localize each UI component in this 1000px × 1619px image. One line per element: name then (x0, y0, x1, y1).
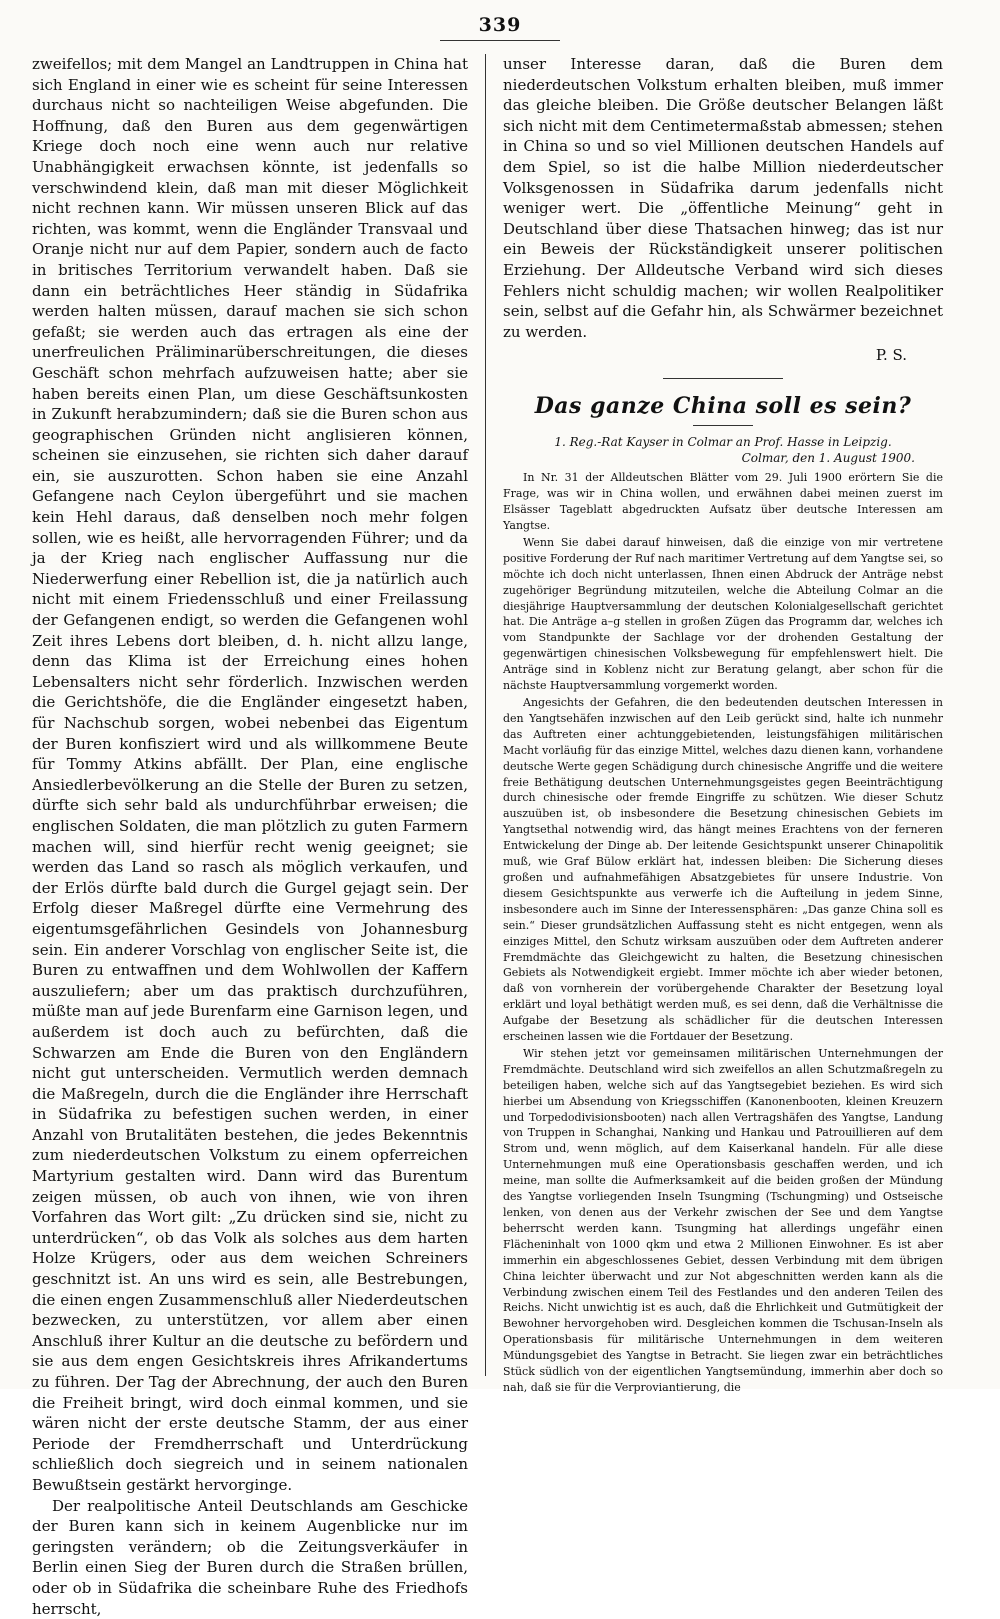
left-paragraph-1: zweifellos; mit dem Mangel an Landtruppen in China hat sich England in einer wie es scheint für seine Interessen durchaus nicht so nachteiligen Weise abgefunden. Die Hoffnung, daß den Buren aus dem gegenwärtigen Kriege doch noch eine wenn auch nur relative Unabhängigkeit erwachsen könnte, ist jedenfalls so verschwindend klein, daß man mit dieser Möglichkeit nicht rechnen kann. Wir müssen unseren Blick auf das richten, was kommt, wenn die Engländer Transvaal und Oranje nicht nur auf dem Papier, sondern auch de facto in britisches Territorium verwandelt haben. Daß sie dann ein beträchtliches Heer ständig in Südafrika werden halten müssen, darauf machen sie sich schon gefaßt; sie werden auch das ertragen als eine der unerfreulichen Präliminarüberschreitungen, die dieses Geschäft schon mehrfach aufzuweisen hatte; aber sie haben bereits einen Plan, um diese Geschäftsunkosten in Zukunft herabzumindern; daß sie die Buren schon aus geographischen Gründen nicht anglisieren können, scheinen sie einzusehen, sie richten sich daher darauf ein, sie auszurotten. Schon haben sie eine Anzahl Gefangene nach Ceylon übergeführt und sie machen kein Hehl daraus, daß denselben noch mehr folgen sollen, wie es heißt, alle hervorragenden Führer; und da ja der Krieg nach englischer Auffassung nur die Niederwerfung einer Rebellion ist, die ja natürlich auch nicht mit einem Friedensschluß und einer Freilassung der Gefangenen endigt, so werden die Gefangenen wohl Zeit ihres Lebens dort bleiben, d. h. nicht allzu lange, denn das Klima ist der Erreichung eines hohen Lebensalters nicht sehr förderlich. Inzwischen werden die Gerichtshöfe, die die Engländer eingesetzt haben, für Nachschub sorgen, wobei nebenbei das Eigentum der Buren konfisziert wird und als willkommene Beute für Tommy Atkins abfällt. Der Plan, eine englische Ansiedlerbevölkerung an die Stelle der Buren zu setzen, dürfte sich sehr bald als undurchführbar erweisen; die englischen Soldaten, die man plötzlich zu guten Farmern machen will, sind hierfür recht wenig geeignet; sie werden das Land so rasch als möglich verkaufen, und der Erlös dürfte bald durch die Gurgel gejagt sein. Der Erfolg dieser Maßregel dürfte eine Vermehrung des eigentumsgefährlichen Gesindels von Johannesburg sein. Ein anderer Vorschlag von englischer Seite ist, die Buren zu entwaffnen und dem Wohlwollen der Kaffern auszuliefern; aber um das praktisch durchzuführen, müßte man auf jede Burenfarm eine Garnison legen, und außerdem ist doch auch zu befürchten, daß die Schwarzen am Ende die Buren von den Engländern nicht gut unterscheiden. Vermutlich werden demnach die Maßregeln, durch die die Engländer ihre Herrschaft in Südafrika zu befestigen suchen werden, in einer Anzahl von Brutalitäten bestehen, die jedes Bekenntnis zum niederdeutschen Volkstum zu einem opferreichen Martyrium gestalten wird. Dann wird das Burentum zeigen müssen, ob auch von ihnen, wie von ihren Vorfahren das Wort gilt: „Zu drücken sind sie, nicht zu unterdrücken“, ob das Volk als solches aus dem harten Holze Krügers, oder aus dem weichen Schreiners geschnitzt ist. An uns wird es sein, alle Bestrebungen, die einen engen Zusammenschluß aller Niederdeutschen bezwecken, zu unterstützen, vor allem aber einen Anschluß ihrer Kultur an die deutsche zu befördern und sie aus dem engen Gesichtskreis ihres Afrikandertums zu führen. Der Tag der Abrechnung, der auch den Buren die Freiheit bringt, wird doch einmal kommen, und sie wären nicht der erste deutsche Stamm, der aus einer Periode der Fremdherrschaft und Unterdrückung schließlich doch siegreich und in seinem nationalen Bewußtsein gestärkt hervorginge. (32, 55, 468, 1494)
article-title: Das ganze China soll es sein? (534, 393, 912, 420)
left-column-text (32, 54, 468, 1619)
page-number: 339 (478, 14, 522, 36)
left-column (32, 54, 468, 1618)
right-continuation-paragraph: unser Interesse daran, daß die Buren dem niederdeutschen Volkstum erhalten bleiben, muß immer das gleiche bleiben. Die Größe deutscher Belangen läßt sich nicht mit dem Centimetermaßstab abmessen; stehen in China so und so viel Millionen deutschen Handels auf dem Spiel, so ist die halbe Million niederdeutscher Volksgenossen in Südafrika darum jedenfalls nicht weniger wert. Die „öffentliche Meinung“ geht in Deutschland über diese Thatsachen hinweg; das ist nur ein Beweis der Rückständigkeit unserer politischen Erziehung. Der Alldeutsche Verband wird sich dieses Fehlers nicht schuldig machen; wir wollen Realpolitiker sein, selbst auf die Gefahr hin, als Schwärmer bezeichnet zu werden. (503, 55, 943, 341)
letter-paragraph-2: Wenn Sie dabei darauf hinweisen, daß die einzige von mir vertretene positive Forderung der Ruf nach maritimer Vertretung auf dem Yangtse sei, so möchte ich doch nicht unterlassen, Ihnen einen Abdruck der Anträge nebst zugehöriger Begründung mitzuteilen, welche die Abteilung Colmar an die diesjährige Hauptversammlung der deutschen Kolonialgesellschaft gerichtet hat. Die Anträge a–g stellen in großen Zügen das Programm dar, welches ich vom Standpunkte der Sachlage vor der drohenden Gestaltung der gegenwärtigen chinesischen Volksbewegung für empfehlenswert hielt. Die Anträge sind in Koblenz nicht zur Beratung gelangt, aber schon für die nächste Hauptversammlung vorgemerkt worden. (503, 535, 943, 693)
letter-paragraph-4: Wir stehen jetzt vor gemeinsamen militärischen Unternehmungen der Fremdmächte. Deutschland wird sich zweifellos an allen Schutzmaßregeln zu beteiligen haben, welche sich auf das Yangtsegebiet beziehen. Es wird sich hierbei um Absendung von Kriegsschiffen (Kanonenbooten, kleinen Kreuzern und Torpedodivisionsbooten) nach allen Vertragshäfen des Yangtse, Landung von Truppen in Schanghai, Nanking und Hankau und Patrouillieren auf dem Strom und, wenn möglich, auf dem Kaiserkanal handeln. Für alle diese Unternehmungen muß eine Operationsbasis geschaffen werden, und ich meine, man sollte die Aufmerksamkeit auf die beiden großen der Mündung des Yangtse vorliegenden Inseln Tsungming (Tschungming) und Ostseische lenken, von denen aus der Verkehr zwischen der See und dem Yangtse beherrscht werden kann. Tsungming hat allerdings ungefähr einen Flächeninhalt von 1000 qkm und etwa 2 Millionen Einwohner. Es ist aber immerhin ein abgeschlossenes Gebiet, dessen Verbindung mit dem übrigen China leichter überwacht und zur Not abgeschnitten werden kann als die Verbindung zwischen einem Teil des Festlandes und den anderen Teilen des Reichs. Nicht unwichtig ist es auch, daß die Ehrlichkeit und Gutmütigkeit der Bewohner hervorgehoben wird. Desgleichen kommen die Tschusan-Inseln als Operationsbasis für militärische Unternehmungen in dem weiteren Mündungsgebiet des Yangtse in Betracht. Sie liegen zwar ein beträchtliches Stück südlich von der eigentlichen Yangtsemündung, immerhin aber doch so nah, daß sie für die Verproviantierung, die (503, 1046, 943, 1394)
column-divider (485, 54, 486, 1376)
right-column (503, 54, 943, 1394)
letter-header: 1. Reg.-Rat Kayser in Colmar an Prof. Hasse in Leipzig. (554, 435, 892, 450)
article-signature: P. S. (875, 346, 907, 365)
section-divider (663, 378, 783, 379)
letter-paragraph-1: In Nr. 31 der Alldeutschen Blätter vom 29. Juli 1900 erörtern Sie die Frage, was wir in China wollen, und erwähnen dabei meinen zuerst im Elsässer Tageblatt abgedruckten Aufsatz über deutsche Interessen am Yangtse. (503, 471, 943, 533)
title-rule (693, 425, 753, 426)
letter-dateline: Colmar, den 1. August 1900. (741, 451, 915, 466)
header-rule (440, 40, 560, 41)
letter-paragraph-3: Angesichts der Gefahren, die den bedeutenden deutschen Interessen in den Yangtsehäfen inzwischen auf den Leib gerückt sind, halte ich nunmehr das Auftreten einer achtunggebietenden, leistungsfähigen militärischen Macht vorläufig für das einzige Mittel, welches dazu dienen kann, vorhandene deutsche Werte gegen Schädigung durch chinesische Angriffe und die weitere freie Bethätigung deutschen Unternehmungsgeistes gegen Beeinträchtigung durch chinesische oder fremde Eingriffe zu schützen. Wie dieser Schutz auszuüben ist, ob insbesondere die Besetzung chinesischen Gebiets im Yangtsethal notwendig wird, das hängt meines Erachtens von der ferneren Entwickelung der Dinge ab. Der leitende Gesichtspunkt unserer Chinapolitik muß, wie Graf Bülow erklärt hat, indessen bleiben: Die Sicherung dieses großen und aufnahmefähigen Absatzgebietes für unsere Industrie. Von diesem Gesichtspunkte aus verwerfe ich die Aufteilung in jedem Sinne, insbesondere auch im Sinne der Interessensphären: „Das ganze China soll es sein.“ Dieser grundsätzlichen Auffassung steht es nicht entgegen, wenn als einziges Mittel, den Schutz wirksam auszuüben oder dem Auftreten anderer Fremdmächte das Gleichgewicht zu halten, die Besetzung chinesischen Gebiets als Notwendigkeit ergiebt. Immer möchte ich aber wieder betonen, daß von vornherein der vorübergehende Charakter der Besetzung loyal erklärt und loyal bethätigt werden muß, es sei denn, daß die Verhältnisse die Aufgabe der Besetzung als schädlicher für die deutschen Interessen erscheinen lassen wie die Fortdauer der Besetzung. (503, 696, 943, 1044)
left-paragraph-2: Der realpolitische Anteil Deutschlands am Geschicke der Buren kann sich in keinem Augenblicke nur im geringsten verändern; ob die Zeitungsverkäufer in Berlin einen Sieg der Buren durch die Straßen brüllen, oder ob in Südafrika die scheinbare Ruhe des Friedhofs herrscht, (32, 1496, 468, 1618)
